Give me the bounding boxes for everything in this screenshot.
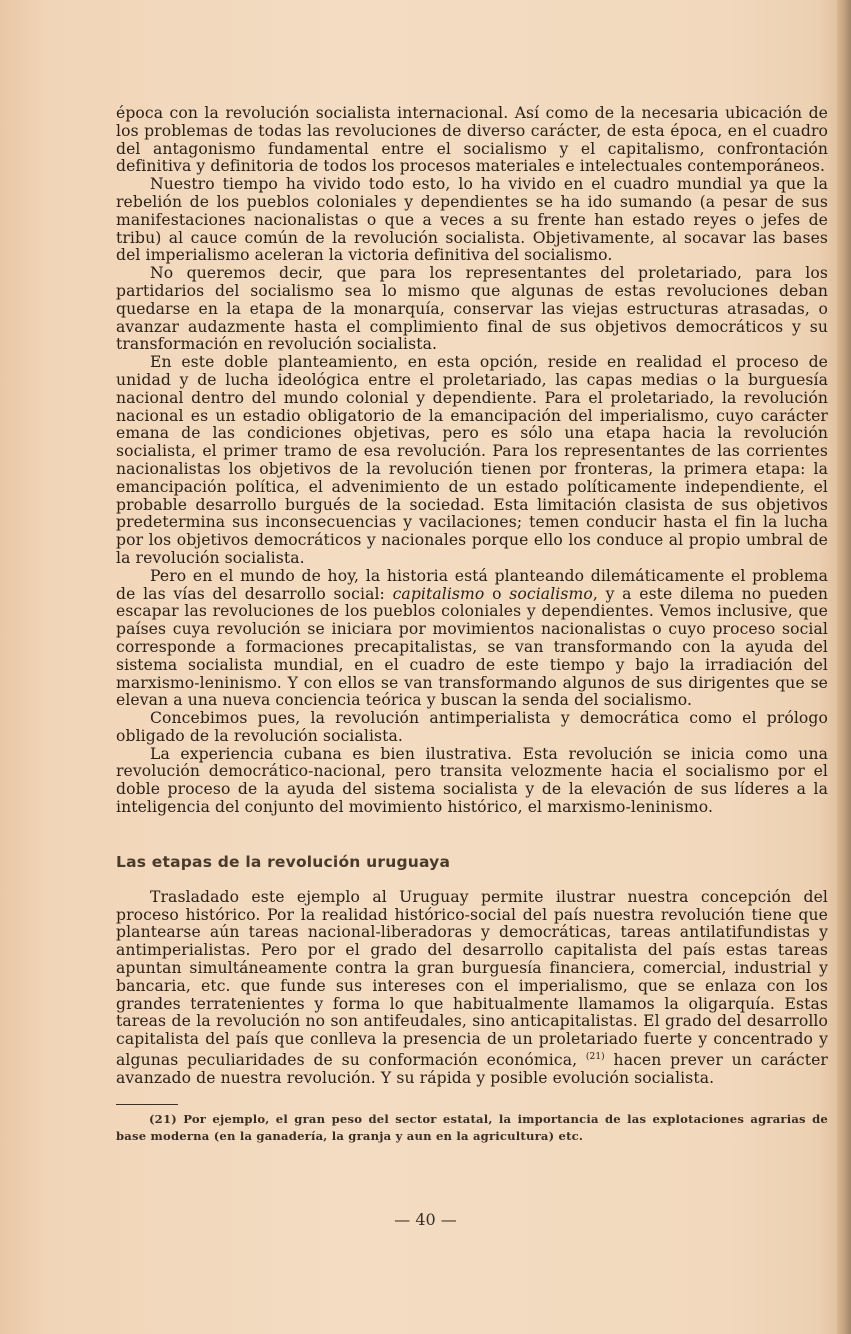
paragraph-2: Nuestro tiempo ha vivido todo esto, lo ha vivido en el cuadro mundial ya que la rebelión de los pueblos coloniales y dependientes se ha ido sumando (a pesar de sus manifestaciones nacionalistas o que a veces a su frente han estado reyes o jefes de tribu) al cauce común de la revolución socialista. Objetivamente, al socavar las bases del imperialismo aceleran la victoria definitiva del socialismo. bbox=[116, 175, 828, 265]
paragraph-4: En este doble planteamiento, en esta opción, reside en realidad el proceso de unidad y de lucha ideológica entre el proletariado, las capas medias o la burguesía nacional dentro del mundo colonial y dependiente. Para el proletariado, la revolución nacional es un estadio obligatorio de la emancipación del imperialismo, cuyo carácter emana de las condiciones objetivas, pero es sólo una etapa hacia la revolución socialista, el primer tramo de esa revolución. Para los representantes de las corrientes nacionalistas los objetivos de la revolución tienen por fronteras, la primera etapa: la emancipación política, el advenimiento de un estado políticamente independiente, el probable desarrollo burgués de la sociedad. Esta limitación clasista de sus objetivos predetermina sus inconsecuencias y vacilaciones; temen conducir hasta el fin la lucha por los objetivos democráticos y nacionales porque ello los conduce al propio umbral de la revolución socialista. bbox=[116, 353, 828, 567]
paragraph-1: época con la revolución socialista internacional. Así como de la necesaria ubicación de los problemas de todas las revoluciones de diverso carácter, de esta época, en el cuadro del antagonismo fundamental entre el socialismo y el capitalismo, confrontación definitiva y definitoria de todos los procesos materiales e intelectuales contemporáneos. bbox=[116, 104, 828, 176]
paragraph-5-text-b: o bbox=[484, 584, 510, 603]
footnote-number: (21) bbox=[149, 1111, 177, 1126]
italic-capitalismo: capitalismo bbox=[392, 584, 485, 603]
footnote bbox=[116, 1111, 828, 1145]
paragraph-7: La experiencia cubana es bien ilustrativa. Esta revolución se inicia como una revolución democrático-nacional, pero transita velozmente hacia el socialismo por el doble proceso de la ayuda del sistema socialista y de la elevación de sus líderes a la inteligencia del conjunto del movimiento histórico, el marxismo-leninismo. bbox=[116, 744, 828, 817]
section-paragraph-text-a: Trasladado este ejemplo al Uruguay permite ilustrar nuestra concepción del proceso histórico. Por la realidad histórico-social del país nuestra revolución tiene que plantearse aún tareas nacional-liberadoras y democráticas, tareas antilatifundistas y antimperialistas. Pero por el grado del desarrollo capitalista del país estas tareas apuntan simultáneamente contra la gran burguesía financiera, comercial, industrial y bancaria, etc. que funde sus intereses con el imperialismo, que se enlaza con los grandes terratenientes y forma lo que habitualmente llamamos la oligarquía. Estas tareas de la revolución no son antifeudales, sino anticapitalistas. El grado del desarrollo capitalista del país que conlleva la presencia de un proletariado fuerte y concentrado y algunas peculiaridades de su conformación económica, bbox=[116, 887, 828, 1070]
italic-socialismo: socialismo bbox=[509, 584, 593, 603]
page-number: — 40 — bbox=[394, 1210, 457, 1229]
paragraph-3: No queremos decir, que para los representantes del proletariado, para los partidarios del socialismo sea lo mismo que algunas de estas revoluciones deban quedarse en la etapa de la monarquía, conservar las viejas estructuras atrasadas, o avanzar audazmente hasta el complimiento final de sus objetivos democráticos y su transformación en revolución socialista. bbox=[116, 264, 828, 354]
paragraph-5 bbox=[116, 568, 828, 710]
section-paragraph bbox=[116, 889, 828, 1088]
paragraph-5-text-a: Pero en el mundo de hoy, la historia está planteando dilemáticamente el problema de las vías del desarrollo social: bbox=[116, 566, 828, 603]
page-edge-shadow bbox=[837, 0, 851, 1334]
section-heading: Las etapas de la revolución uruguaya bbox=[116, 852, 451, 871]
footnote-reference: (21) bbox=[585, 1052, 605, 1063]
page-body bbox=[116, 105, 828, 1145]
footnote-text: Por ejemplo, el gran peso del sector estatal, la importancia de las explotaciones agrarias de base moderna (en la ganadería, la granja y aun en la agricultura) etc. bbox=[116, 1111, 828, 1143]
paragraph-5-text-c: , y a este dilema no pueden escapar las revoluciones de los pueblos coloniales y dependientes. Vemos inclusive, que países cuya revolución se iniciara por movimientos nacionalistas o cuyo proceso social corresponde a formaciones precapitalistas, se van transformando con la ayuda del sistema socialista mundial, en el cuadro de este tiempo y bajo la irradiación del marxismo-leninismo. Y con ellos se van transformando algunos de sus dirigentes que se elevan a una nueva conciencia teórica y buscan la senda del socialismo. bbox=[116, 584, 829, 710]
paragraph-6: Concebimos pues, la revolución antimperialista y democrática como el prólogo obligado de la revolución socialista. bbox=[116, 709, 828, 745]
footnote-divider bbox=[116, 1104, 178, 1105]
section-paragraph-text-b: hacen prever un carácter avanzado de nuestra revolución. Y su rápida y posible evolución socialista. bbox=[116, 1051, 828, 1088]
